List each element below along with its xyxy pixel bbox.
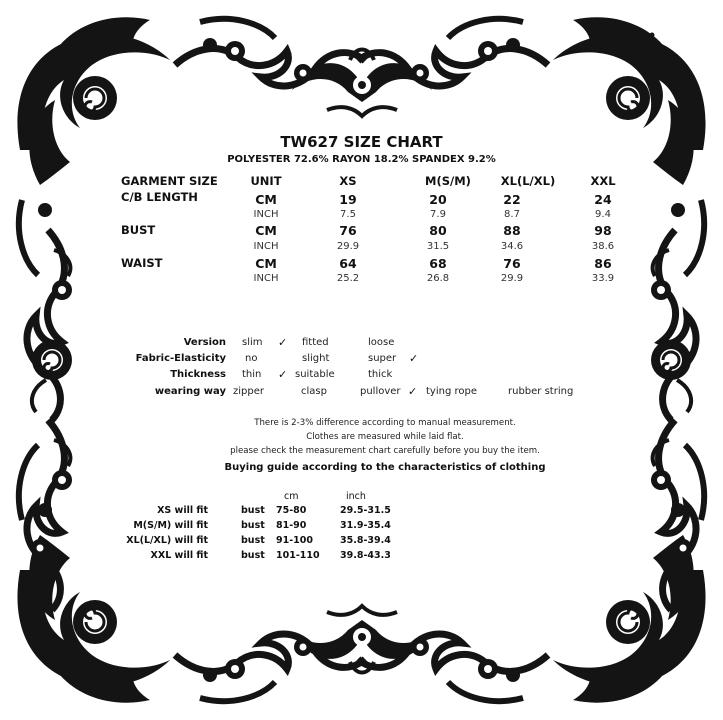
guide-row-part: bust: [241, 550, 265, 561]
cell-value: 25.2: [336, 273, 360, 284]
note-line: Clothes are measured while laid flat.: [306, 432, 464, 442]
guide-row-inch: 29.5-31.5: [340, 505, 391, 516]
cell-value: 24: [594, 192, 612, 207]
guide-row-part: bust: [241, 535, 265, 546]
guide-row-label: XL(L/XL) will fit: [126, 535, 208, 546]
option-zipper: zipper: [233, 386, 264, 397]
cell-value: 9.4: [595, 209, 611, 220]
header-size-m: M(S/M): [425, 174, 471, 188]
char-label-fabric-elasticity: Fabric-Elasticity: [135, 353, 226, 364]
cell-value: 76: [503, 256, 521, 271]
option-tying-rope: tying rope: [426, 386, 477, 397]
option-loose: loose: [368, 337, 395, 348]
unit-cm: CM: [255, 223, 277, 238]
header-size-xl: XL(L/XL): [500, 174, 556, 188]
guide-row-inch: 39.8-43.3: [340, 550, 391, 561]
cell-value: 29.9: [500, 273, 524, 284]
option-no: no: [245, 353, 258, 364]
char-label-wearing-way: wearing way: [154, 386, 226, 397]
unit-inch: INCH: [253, 241, 279, 252]
cell-value: 64: [339, 256, 357, 271]
guide-col-cm: cm: [284, 491, 299, 502]
option-slight: slight: [302, 353, 330, 364]
note-line: There is 2-3% difference according to manual measurement.: [254, 418, 516, 428]
cell-value: 20: [429, 192, 447, 207]
cell-value: 86: [594, 256, 612, 271]
header-size-xxl: XXL: [590, 174, 616, 188]
unit-inch: INCH: [253, 273, 279, 284]
header-size-xs: XS: [339, 174, 357, 188]
option-suitable: suitable: [295, 369, 335, 380]
unit-inch: INCH: [253, 209, 279, 220]
cell-value: 19: [339, 192, 357, 207]
cell-value: 29.9: [336, 241, 360, 252]
cell-value: 80: [429, 223, 447, 238]
guide-row-label: XXL will fit: [150, 550, 208, 561]
cell-value: 33.9: [591, 273, 615, 284]
option-thin: thin: [242, 369, 262, 380]
cell-value: 68: [429, 256, 447, 271]
unit-cm: CM: [255, 256, 277, 271]
fabric-composition: POLYESTER 72.6% RAYON 18.2% SPANDEX 9.2%: [227, 154, 496, 165]
cell-value: 8.7: [504, 209, 520, 220]
guide-row-cm: 91-100: [276, 535, 313, 546]
row-label-cb-length: C/B LENGTH: [121, 190, 198, 204]
option-fitted: fitted: [302, 337, 329, 348]
option-rubber-string: rubber string: [508, 386, 574, 397]
guide-row-inch: 35.8-39.4: [340, 535, 391, 546]
guide-row-label: XS will fit: [157, 505, 208, 516]
check-icon: ✓: [278, 336, 288, 349]
guide-row-cm: 75-80: [276, 505, 307, 516]
cell-value: 76: [339, 223, 357, 238]
row-label-bust: BUST: [121, 223, 156, 237]
char-label-version: Version: [183, 337, 226, 348]
char-label-thickness: Thickness: [170, 369, 226, 380]
guide-col-inch: inch: [346, 491, 366, 502]
cell-value: 31.5: [426, 241, 450, 252]
guide-row-cm: 81-90: [276, 520, 307, 531]
option-pullover: pullover: [360, 386, 401, 397]
unit-cm: CM: [255, 192, 277, 207]
check-icon: ✓: [408, 385, 418, 398]
cell-value: 38.6: [591, 241, 615, 252]
cell-value: 88: [503, 223, 521, 238]
option-thick: thick: [368, 369, 393, 380]
guide-row-label: M(S/M) will fit: [133, 520, 208, 531]
option-clasp: clasp: [301, 386, 327, 397]
guide-row-part: bust: [241, 505, 265, 516]
row-label-waist: WAIST: [121, 256, 163, 270]
header-unit: UNIT: [250, 174, 282, 188]
cell-value: 22: [503, 192, 521, 207]
cell-value: 7.5: [340, 209, 356, 220]
option-slim: slim: [242, 337, 263, 348]
cell-value: 26.8: [426, 273, 450, 284]
check-icon: ✓: [409, 352, 419, 365]
guide-row-part: bust: [241, 520, 265, 531]
option-super: super: [368, 353, 397, 364]
cell-value: 98: [594, 223, 612, 238]
guide-row-cm: 101-110: [276, 550, 320, 561]
note-line: please check the measurement chart carefully before you buy the item.: [230, 446, 540, 456]
header-garment-size: GARMENT SIZE: [121, 174, 218, 188]
guide-row-inch: 31.9-35.4: [340, 520, 391, 531]
check-icon: ✓: [278, 368, 288, 381]
buying-guide-title: Buying guide according to the characteristics of clothing: [224, 462, 546, 473]
page-title: TW627 SIZE CHART: [280, 133, 443, 151]
cell-value: 34.6: [500, 241, 524, 252]
cell-value: 7.9: [430, 209, 446, 220]
